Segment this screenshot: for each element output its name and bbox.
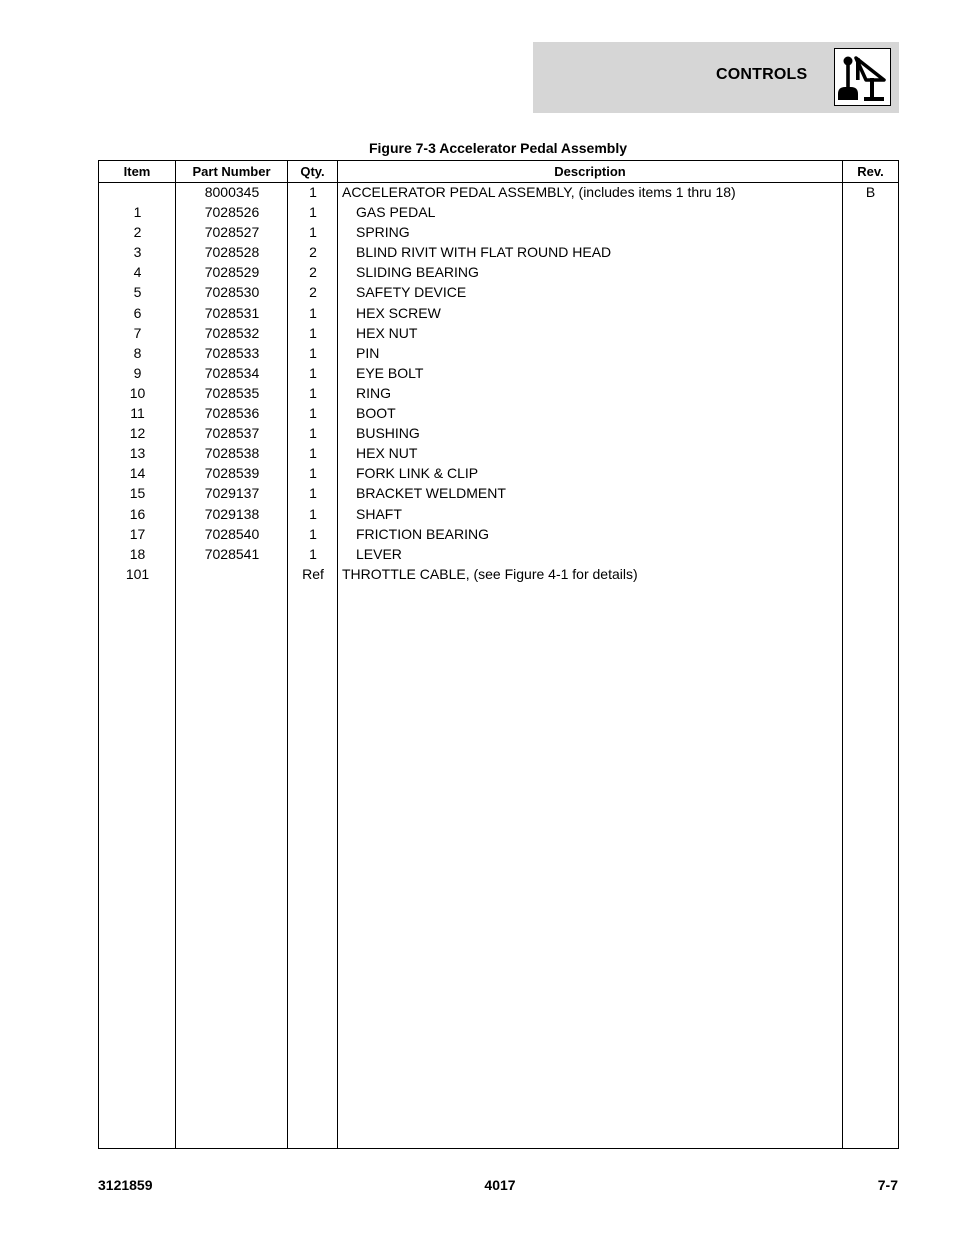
description-cell: BRACKET WELDMENT xyxy=(356,485,506,502)
item-cell: 9 xyxy=(133,364,142,381)
qty-cell: 1 xyxy=(309,405,317,422)
description-cell: BUSHING xyxy=(356,425,420,442)
part-number-cell: 7028529 xyxy=(204,264,260,281)
description-cell: GAS PEDAL xyxy=(356,204,436,221)
item-cell: 16 xyxy=(129,505,146,522)
column-header-part-number: Part Number xyxy=(192,164,271,179)
description-cell: THROTTLE CABLE, (see Figure 4-1 for details) xyxy=(342,565,638,582)
description-cell: FRICTION BEARING xyxy=(356,525,490,542)
description-cell: HEX NUT xyxy=(356,324,418,341)
part-number-cell: 7029138 xyxy=(204,505,260,522)
description-cell: SHAFT xyxy=(356,505,402,522)
part-number-cell: 7028530 xyxy=(204,284,260,301)
description-cell: HEX SCREW xyxy=(356,304,441,321)
qty-cell: 1 xyxy=(309,525,317,542)
description-cell: RING xyxy=(356,384,391,401)
qty-cell: 1 xyxy=(309,384,317,401)
description-cell: BLIND RIVIT WITH FLAT ROUND HEAD xyxy=(356,244,612,261)
table-row xyxy=(99,182,898,202)
part-number-cell: 7028531 xyxy=(204,304,260,321)
qty-cell: 1 xyxy=(309,184,317,200)
table-row xyxy=(99,403,898,423)
part-number-cell: 7028538 xyxy=(204,445,260,462)
item-cell: 4 xyxy=(133,264,142,281)
item-cell: 7 xyxy=(133,324,142,341)
part-number-cell: 7028535 xyxy=(204,384,260,401)
item-cell: 17 xyxy=(129,525,146,542)
table-row xyxy=(99,423,898,443)
part-number-cell: 7028526 xyxy=(204,204,260,221)
qty-cell: 1 xyxy=(309,545,317,562)
description-cell: BOOT xyxy=(356,405,396,422)
table-body xyxy=(99,182,898,584)
table-row xyxy=(99,282,898,302)
joystick-control-icon xyxy=(834,48,891,106)
qty-cell: 1 xyxy=(309,204,317,221)
item-cell: 15 xyxy=(129,485,146,502)
item-cell: 14 xyxy=(129,465,146,482)
qty-cell: 1 xyxy=(309,445,317,462)
description-cell: SAFETY DEVICE xyxy=(356,284,467,301)
part-number-cell: 7028528 xyxy=(204,244,260,261)
part-number-cell: 7028541 xyxy=(204,545,260,562)
table-row xyxy=(99,242,898,262)
item-cell: 3 xyxy=(133,244,142,261)
section-title: CONTROLS xyxy=(716,66,808,83)
qty-cell: 1 xyxy=(309,344,317,361)
item-cell: 10 xyxy=(129,384,146,401)
item-cell: 1 xyxy=(133,204,142,221)
table-row xyxy=(99,564,898,584)
table-row xyxy=(99,443,898,463)
description-cell: SLIDING BEARING xyxy=(356,264,479,281)
part-number-cell: 7028540 xyxy=(204,525,260,542)
item-cell: 2 xyxy=(133,224,142,241)
table-row xyxy=(99,323,898,343)
table-row xyxy=(99,222,898,242)
item-cell: 11 xyxy=(130,405,145,422)
part-number-cell: 7028534 xyxy=(204,364,260,381)
table-row xyxy=(99,363,898,383)
part-number-cell: 7028533 xyxy=(204,344,260,361)
column-header-description: Description xyxy=(554,164,626,179)
table-row xyxy=(99,524,898,544)
description-cell: EYE BOLT xyxy=(356,364,424,381)
qty-cell: 1 xyxy=(309,324,317,341)
qty-cell: 2 xyxy=(309,284,317,301)
table-row xyxy=(99,383,898,403)
qty-cell: Ref xyxy=(302,565,324,582)
description-cell: SPRING xyxy=(356,224,410,241)
description-cell: PIN xyxy=(356,344,380,361)
qty-cell: 1 xyxy=(309,425,317,442)
qty-cell: 1 xyxy=(309,465,317,482)
qty-cell: 1 xyxy=(309,485,317,502)
column-header-qty: Qty. xyxy=(300,164,325,179)
part-number-cell: 7028537 xyxy=(204,425,260,442)
description-cell: ACCELERATOR PEDAL ASSEMBLY, (includes items 1 thru 18) xyxy=(342,184,736,200)
description-cell: LEVER xyxy=(356,545,402,562)
qty-cell: 1 xyxy=(309,304,317,321)
item-cell: 6 xyxy=(133,304,142,321)
description-cell: FORK LINK & CLIP xyxy=(356,465,479,482)
description-cell: HEX NUT xyxy=(356,445,418,462)
qty-cell: 2 xyxy=(309,244,317,261)
table-row xyxy=(99,303,898,323)
qty-cell: 2 xyxy=(309,264,317,281)
figure-title: Figure 7-3 Accelerator Pedal Assembly xyxy=(368,140,628,156)
qty-cell: 1 xyxy=(309,224,317,241)
table-row xyxy=(99,544,898,564)
model-number: 4017 xyxy=(484,1177,516,1193)
item-cell: 12 xyxy=(129,425,146,442)
qty-cell: 1 xyxy=(309,364,317,381)
part-number-cell: 7028532 xyxy=(204,324,260,341)
item-cell: 13 xyxy=(129,445,146,462)
item-cell: 18 xyxy=(129,545,146,562)
table-row xyxy=(99,202,898,222)
part-number-cell: 7028536 xyxy=(204,405,260,422)
item-cell: 8 xyxy=(133,344,142,361)
table-row xyxy=(99,483,898,503)
table-row xyxy=(99,504,898,524)
table-row xyxy=(99,262,898,282)
table-row xyxy=(99,343,898,363)
item-cell: 101 xyxy=(125,565,150,582)
table-row xyxy=(99,463,898,483)
rev-cell: B xyxy=(865,184,876,200)
part-number-cell: 7028527 xyxy=(204,224,260,241)
qty-cell: 1 xyxy=(309,505,317,522)
page-number: 7-7 xyxy=(877,1177,898,1193)
parts-table xyxy=(98,160,899,1149)
part-number-cell: 7029137 xyxy=(204,485,260,502)
part-number-cell: 7028539 xyxy=(204,465,260,482)
part-number-cell: 8000345 xyxy=(204,184,260,200)
item-cell: 5 xyxy=(133,284,142,301)
document-number: 3121859 xyxy=(98,1177,153,1193)
column-header-item: Item xyxy=(123,164,151,179)
column-header-rev: Rev. xyxy=(857,164,884,179)
